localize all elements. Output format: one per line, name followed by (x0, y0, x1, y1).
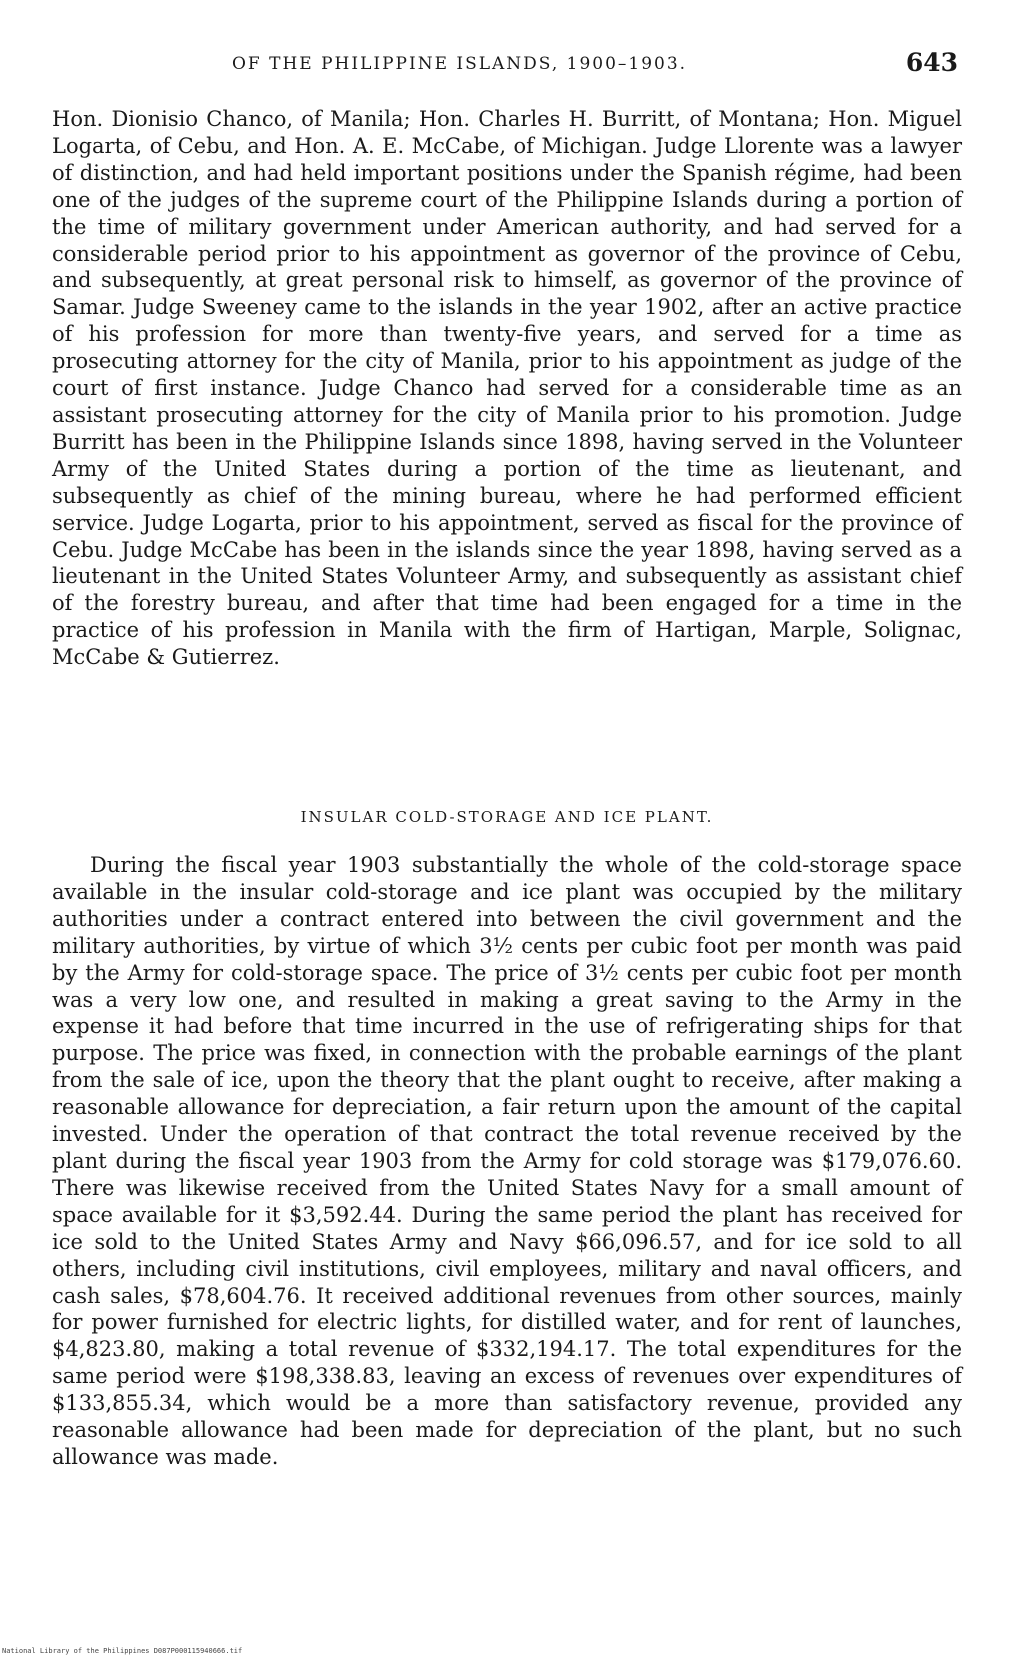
paragraph-judges: Hon. Dionisio Chanco, of Manila; Hon. Charles H. Burritt, of Montana; Hon. Miguel Logarta, of Cebu, and Hon. A. E. McCabe, of Michigan. Judge Llorente was a lawyer of distinction, and had held important positions under the Spanish régime, had been one of the judges of the supreme court of the Philippine Islands during a portion of the time of military government under American authority, and had served for a considerable period prior to his appointment as governor of the province of Cebu, and subsequently, at great personal risk to himself, as governor of the province of Samar. Judge Sweeney came to the islands in the year 1902, after an active practice of his profession for more than twenty-five years, and served for a time as prosecuting attorney for the city of Manila, prior to his appointment as judge of the court of first instance. Judge Chanco had served for a considerable time as an assistant prosecuting attorney for the city of Manila prior to his promotion. Judge Burritt has been in the Philippine Islands since 1898, having served in the Volunteer Army of the United States during a portion of the time as lieutenant, and subsequently as chief of the mining bureau, where he had performed efficient service. Judge Logarta, prior to his appointment, served as fiscal for the province of Cebu. Judge McCabe has been in the islands since the year 1898, having served as a lieutenant in the United States Volunteer Army, and subsequently as assistant chief of the forestry bureau, and after that time had been engaged for a time in the practice of his profession in Manila with the firm of Hartigan, Marple, Solignac, McCabe & Gutierrez. (52, 107, 962, 670)
scan-footer-note: National Library of the Philippines D087P000115940666.tif (2, 1647, 243, 1655)
running-title: OF THE PHILIPPINE ISLANDS, 1900–1903. (232, 54, 688, 74)
section-heading: INSULAR COLD-STORAGE AND ICE PLANT. (300, 808, 714, 826)
paragraph-cold-storage: During the fiscal year 1903 substantially the whole of the cold-storage space available in the insular cold-storage and ice plant was occupied by the military authorities under a contract entered into between the civil government and the military authorities, by virtue of which 3½ cents per cubic foot per month was paid by the Army for cold-storage space. The price of 3½ cents per cubic foot per month was a very low one, and resulted in making a great saving to the Army in the expense it had before that time incurred in the use of refrigerating ships for that purpose. The price was fixed, in connection with the probable earnings of the plant from the sale of ice, upon the theory that the plant ought to receive, after making a reasonable allowance for depreciation, a fair return upon the amount of the capital invested. Under the operation of that contract the total revenue received by the plant during the fiscal year 1903 from the Army for cold storage was $179,076.60. There was likewise received from the United States Navy for a small amount of space available for it $3,592.44. During the same period the plant has received for ice sold to the United States Army and Navy $66,096.57, and for ice sold to all others, including civil institutions, civil employees, military and naval officers, and cash sales, $78,604.76. It received additional revenues from other sources, mainly for power furnished for electric lights, for distilled water, and for rent of launches, $4,823.80, making a total revenue of $332,194.17. The total expenditures for the same period were $198,338.83, leaving an excess of revenues over expenditures of $133,855.34, which would be a more than satisfactory revenue, provided any reasonable allowance had been made for depreciation of the plant, but no such allowance was made. (52, 853, 962, 1469)
page-number: 643 (905, 48, 958, 77)
running-head (52, 48, 958, 82)
